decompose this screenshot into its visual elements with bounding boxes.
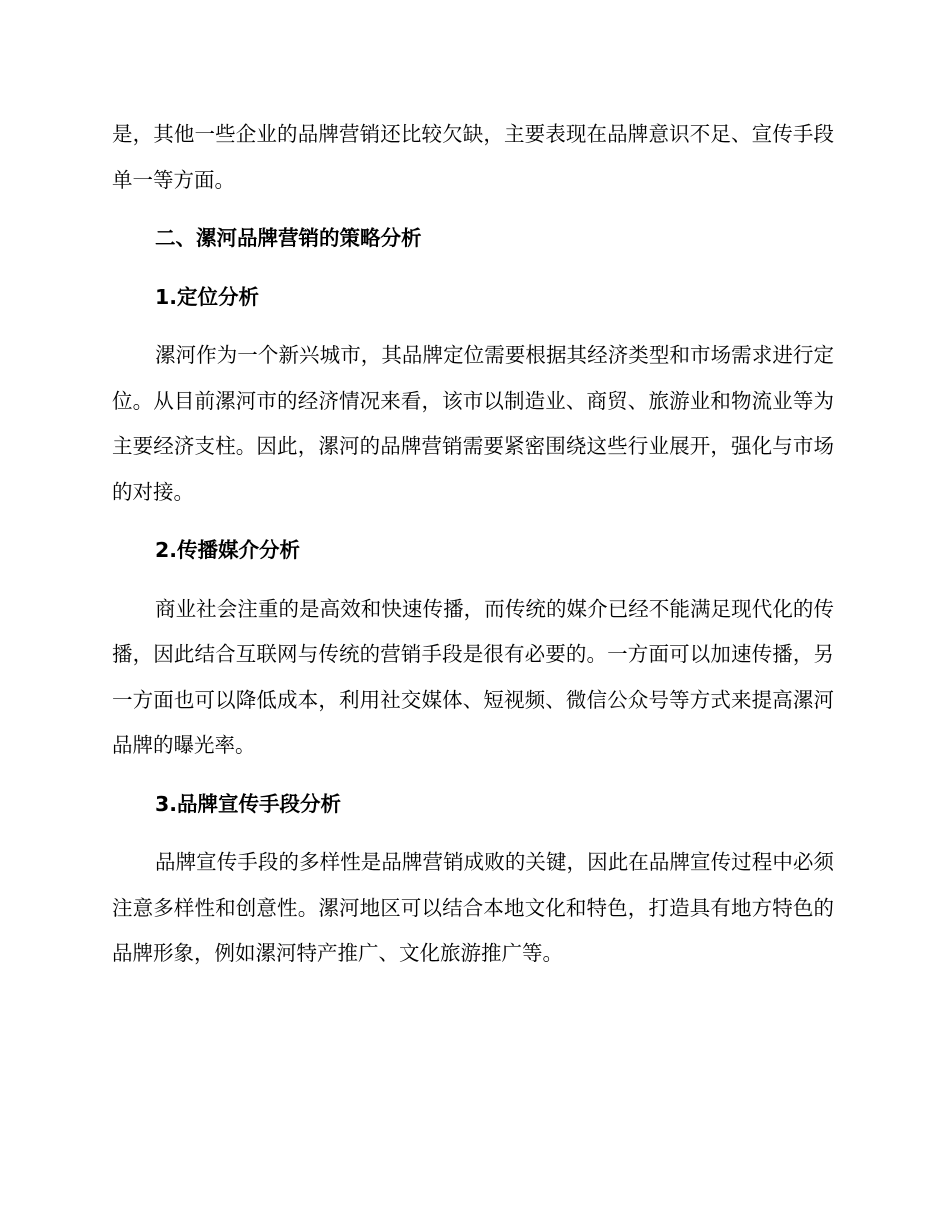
document-body — [112, 112, 834, 990]
paragraph-promotion: 品牌宣传手段的多样性是品牌营销成败的关键，因此在品牌宣传过程中必须注意多样性和创意性。漯河地区可以结合本地文化和特色，打造具有地方特色的品牌形象，例如漯河特产推广、文化旅游推广等。 — [112, 850, 834, 965]
section-heading: 二、漯河品牌营销的策略分析 — [155, 226, 422, 250]
paragraph-positioning: 漯河作为一个新兴城市，其品牌定位需要根据其经济类型和市场需求进行定位。从目前漯河市的经济情况来看，该市以制造业、商贸、旅游业和物流业等为主要经济支柱。因此，漯河的品牌营销需要紧密围绕这些行业展开，强化与市场的对接。 — [112, 343, 834, 504]
paragraph-intro-continued: 是，其他一些企业的品牌营销还比较欠缺，主要表现在品牌意识不足、宣传手段单一等方面。 — [112, 122, 834, 192]
subheading-promotion: 3.品牌宣传手段分析 — [155, 791, 342, 816]
subheading-positioning: 1.定位分析 — [155, 284, 260, 309]
paragraph-media: 商业社会注重的是高效和快速传播，而传统的媒介已经不能满足现代化的传播，因此结合互联网与传统的营销手段是很有必要的。一方面可以加速传播，另一方面也可以降低成本，利用社交媒体、短视频、微信公众号等方式来提高漯河品牌的曝光率。 — [112, 596, 834, 757]
subheading-media: 2.传播媒介分析 — [155, 538, 301, 562]
